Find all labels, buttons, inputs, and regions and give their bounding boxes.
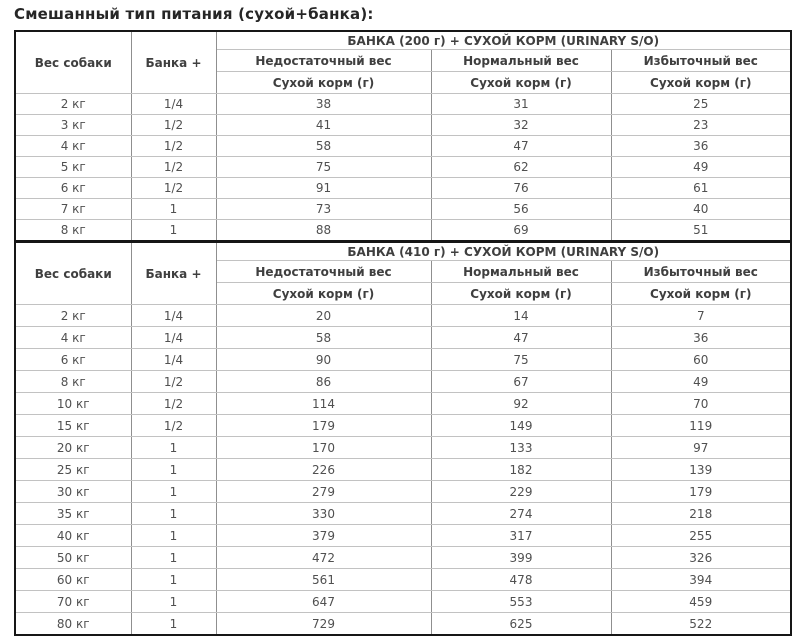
dry-food-value-cell: 70 xyxy=(611,393,791,415)
dry-food-value-cell: 379 xyxy=(216,525,431,547)
table-row xyxy=(15,157,791,178)
section-title-cell: БАНКА (410 г) + СУХОЙ КОРМ (URINARY S/O) xyxy=(216,242,791,261)
dry-food-value-cell: 69 xyxy=(431,220,611,242)
dog-weight-cell: 6 кг xyxy=(15,178,131,199)
dog-weight-cell: 4 кг xyxy=(15,327,131,349)
dog-weight-cell: 7 кг xyxy=(15,199,131,220)
dry-food-value-cell: 394 xyxy=(611,569,791,591)
dry-food-label-cell: Сухой корм (г) xyxy=(431,72,611,94)
can-amount-cell: 1/2 xyxy=(131,157,216,178)
dry-food-value-cell: 399 xyxy=(431,547,611,569)
table-row xyxy=(15,547,791,569)
dry-food-label-cell: Сухой корм (г) xyxy=(611,72,791,94)
dog-weight-cell: 50 кг xyxy=(15,547,131,569)
dry-food-label-cell: Сухой корм (г) xyxy=(216,72,431,94)
table-row xyxy=(15,178,791,199)
dry-food-value-cell: 49 xyxy=(611,157,791,178)
dry-food-value-cell: 279 xyxy=(216,481,431,503)
dry-food-value-cell: 76 xyxy=(431,178,611,199)
dog-weight-cell: 4 кг xyxy=(15,136,131,157)
table-row xyxy=(15,591,791,613)
dry-food-value-cell: 41 xyxy=(216,115,431,136)
can-amount-cell: 1 xyxy=(131,503,216,525)
can-amount-cell: 1 xyxy=(131,220,216,242)
table-row xyxy=(15,349,791,371)
table-row xyxy=(15,393,791,415)
dry-food-value-cell: 7 xyxy=(611,305,791,327)
dry-food-value-cell: 97 xyxy=(611,437,791,459)
table-row xyxy=(15,569,791,591)
can-plus-header-cell: Банка + xyxy=(131,242,216,305)
dry-food-value-cell: 274 xyxy=(431,503,611,525)
can-amount-cell: 1/2 xyxy=(131,371,216,393)
table-row xyxy=(15,437,791,459)
dry-food-value-cell: 91 xyxy=(216,178,431,199)
dry-food-value-cell: 58 xyxy=(216,327,431,349)
dog-weight-cell: 15 кг xyxy=(15,415,131,437)
can-amount-cell: 1/2 xyxy=(131,136,216,157)
dry-food-value-cell: 92 xyxy=(431,393,611,415)
weight-category-cell: Нормальный вес xyxy=(431,50,611,72)
dry-food-value-cell: 149 xyxy=(431,415,611,437)
can-amount-cell: 1 xyxy=(131,481,216,503)
dry-food-value-cell: 25 xyxy=(611,94,791,115)
dry-food-label-cell: Сухой корм (г) xyxy=(216,283,431,305)
dry-food-value-cell: 14 xyxy=(431,305,611,327)
dry-food-value-cell: 90 xyxy=(216,349,431,371)
dry-food-value-cell: 73 xyxy=(216,199,431,220)
table-row xyxy=(15,371,791,393)
section-can-410g xyxy=(15,242,791,636)
dry-food-value-cell: 561 xyxy=(216,569,431,591)
dry-food-value-cell: 182 xyxy=(431,459,611,481)
dry-food-value-cell: 255 xyxy=(611,525,791,547)
can-amount-cell: 1 xyxy=(131,199,216,220)
section-header-row xyxy=(15,31,791,50)
weight-category-cell: Недостаточный вес xyxy=(216,50,431,72)
dry-food-value-cell: 553 xyxy=(431,591,611,613)
dog-weight-cell: 6 кг xyxy=(15,349,131,371)
dog-weight-cell: 2 кг xyxy=(15,94,131,115)
section-title-cell: БАНКА (200 г) + СУХОЙ КОРМ (URINARY S/O) xyxy=(216,31,791,50)
dry-food-value-cell: 119 xyxy=(611,415,791,437)
dog-weight-cell: 8 кг xyxy=(15,220,131,242)
dog-weight-cell: 40 кг xyxy=(15,525,131,547)
dry-food-value-cell: 88 xyxy=(216,220,431,242)
dry-food-value-cell: 226 xyxy=(216,459,431,481)
table-row xyxy=(15,136,791,157)
dog-weight-cell: 8 кг xyxy=(15,371,131,393)
dry-food-value-cell: 75 xyxy=(431,349,611,371)
section-header-row xyxy=(15,242,791,261)
dry-food-value-cell: 317 xyxy=(431,525,611,547)
dry-food-value-cell: 38 xyxy=(216,94,431,115)
dog-weight-header-cell: Вес собаки xyxy=(15,242,131,305)
table-row xyxy=(15,115,791,136)
table-row xyxy=(15,327,791,349)
dog-weight-cell: 5 кг xyxy=(15,157,131,178)
dry-food-value-cell: 51 xyxy=(611,220,791,242)
dog-weight-cell: 20 кг xyxy=(15,437,131,459)
can-plus-header-cell: Банка + xyxy=(131,31,216,94)
can-amount-cell: 1/2 xyxy=(131,393,216,415)
dog-weight-cell: 35 кг xyxy=(15,503,131,525)
dry-food-value-cell: 86 xyxy=(216,371,431,393)
feeding-table xyxy=(14,30,792,636)
dry-food-value-cell: 47 xyxy=(431,327,611,349)
section-can-200g xyxy=(15,31,791,242)
table-row xyxy=(15,459,791,481)
dry-food-value-cell: 67 xyxy=(431,371,611,393)
dry-food-value-cell: 139 xyxy=(611,459,791,481)
dry-food-value-cell: 62 xyxy=(431,157,611,178)
dry-food-value-cell: 218 xyxy=(611,503,791,525)
dry-food-value-cell: 56 xyxy=(431,199,611,220)
table-row xyxy=(15,613,791,636)
dry-food-value-cell: 61 xyxy=(611,178,791,199)
dog-weight-cell: 10 кг xyxy=(15,393,131,415)
table-row xyxy=(15,94,791,115)
can-amount-cell: 1 xyxy=(131,613,216,636)
dry-food-value-cell: 36 xyxy=(611,327,791,349)
can-amount-cell: 1 xyxy=(131,459,216,481)
dry-food-label-cell: Сухой корм (г) xyxy=(431,283,611,305)
page-title: Смешанный тип питания (сухой+банка): xyxy=(14,5,374,23)
dog-weight-cell: 25 кг xyxy=(15,459,131,481)
dog-weight-cell: 80 кг xyxy=(15,613,131,636)
dog-weight-cell: 30 кг xyxy=(15,481,131,503)
dry-food-value-cell: 23 xyxy=(611,115,791,136)
dry-food-value-cell: 40 xyxy=(611,199,791,220)
can-amount-cell: 1/2 xyxy=(131,178,216,199)
dry-food-label-cell: Сухой корм (г) xyxy=(611,283,791,305)
table-row xyxy=(15,481,791,503)
dog-weight-cell: 60 кг xyxy=(15,569,131,591)
dry-food-value-cell: 60 xyxy=(611,349,791,371)
dog-weight-cell: 3 кг xyxy=(15,115,131,136)
dry-food-value-cell: 326 xyxy=(611,547,791,569)
dry-food-value-cell: 32 xyxy=(431,115,611,136)
table-row xyxy=(15,525,791,547)
dry-food-value-cell: 75 xyxy=(216,157,431,178)
dry-food-value-cell: 133 xyxy=(431,437,611,459)
dry-food-value-cell: 522 xyxy=(611,613,791,636)
dry-food-value-cell: 114 xyxy=(216,393,431,415)
dry-food-value-cell: 459 xyxy=(611,591,791,613)
dry-food-value-cell: 729 xyxy=(216,613,431,636)
dry-food-value-cell: 170 xyxy=(216,437,431,459)
weight-category-cell: Избыточный вес xyxy=(611,261,791,283)
table-row xyxy=(15,305,791,327)
dry-food-value-cell: 330 xyxy=(216,503,431,525)
table-row xyxy=(15,199,791,220)
can-amount-cell: 1 xyxy=(131,547,216,569)
dry-food-value-cell: 49 xyxy=(611,371,791,393)
dry-food-value-cell: 47 xyxy=(431,136,611,157)
dry-food-value-cell: 31 xyxy=(431,94,611,115)
can-amount-cell: 1/4 xyxy=(131,349,216,371)
dry-food-value-cell: 625 xyxy=(431,613,611,636)
table-row xyxy=(15,415,791,437)
dog-weight-cell: 2 кг xyxy=(15,305,131,327)
can-amount-cell: 1/2 xyxy=(131,115,216,136)
dry-food-value-cell: 647 xyxy=(216,591,431,613)
can-amount-cell: 1 xyxy=(131,591,216,613)
can-amount-cell: 1 xyxy=(131,437,216,459)
dry-food-value-cell: 478 xyxy=(431,569,611,591)
weight-category-cell: Нормальный вес xyxy=(431,261,611,283)
can-amount-cell: 1/4 xyxy=(131,94,216,115)
dry-food-value-cell: 179 xyxy=(611,481,791,503)
dry-food-value-cell: 179 xyxy=(216,415,431,437)
table-row xyxy=(15,503,791,525)
table-row xyxy=(15,220,791,242)
dry-food-value-cell: 472 xyxy=(216,547,431,569)
dry-food-value-cell: 20 xyxy=(216,305,431,327)
weight-category-cell: Недостаточный вес xyxy=(216,261,431,283)
can-amount-cell: 1 xyxy=(131,525,216,547)
can-amount-cell: 1/4 xyxy=(131,327,216,349)
dog-weight-header-cell: Вес собаки xyxy=(15,31,131,94)
dry-food-value-cell: 58 xyxy=(216,136,431,157)
can-amount-cell: 1/2 xyxy=(131,415,216,437)
can-amount-cell: 1/4 xyxy=(131,305,216,327)
dry-food-value-cell: 229 xyxy=(431,481,611,503)
dog-weight-cell: 70 кг xyxy=(15,591,131,613)
weight-category-cell: Избыточный вес xyxy=(611,50,791,72)
dry-food-value-cell: 36 xyxy=(611,136,791,157)
can-amount-cell: 1 xyxy=(131,569,216,591)
